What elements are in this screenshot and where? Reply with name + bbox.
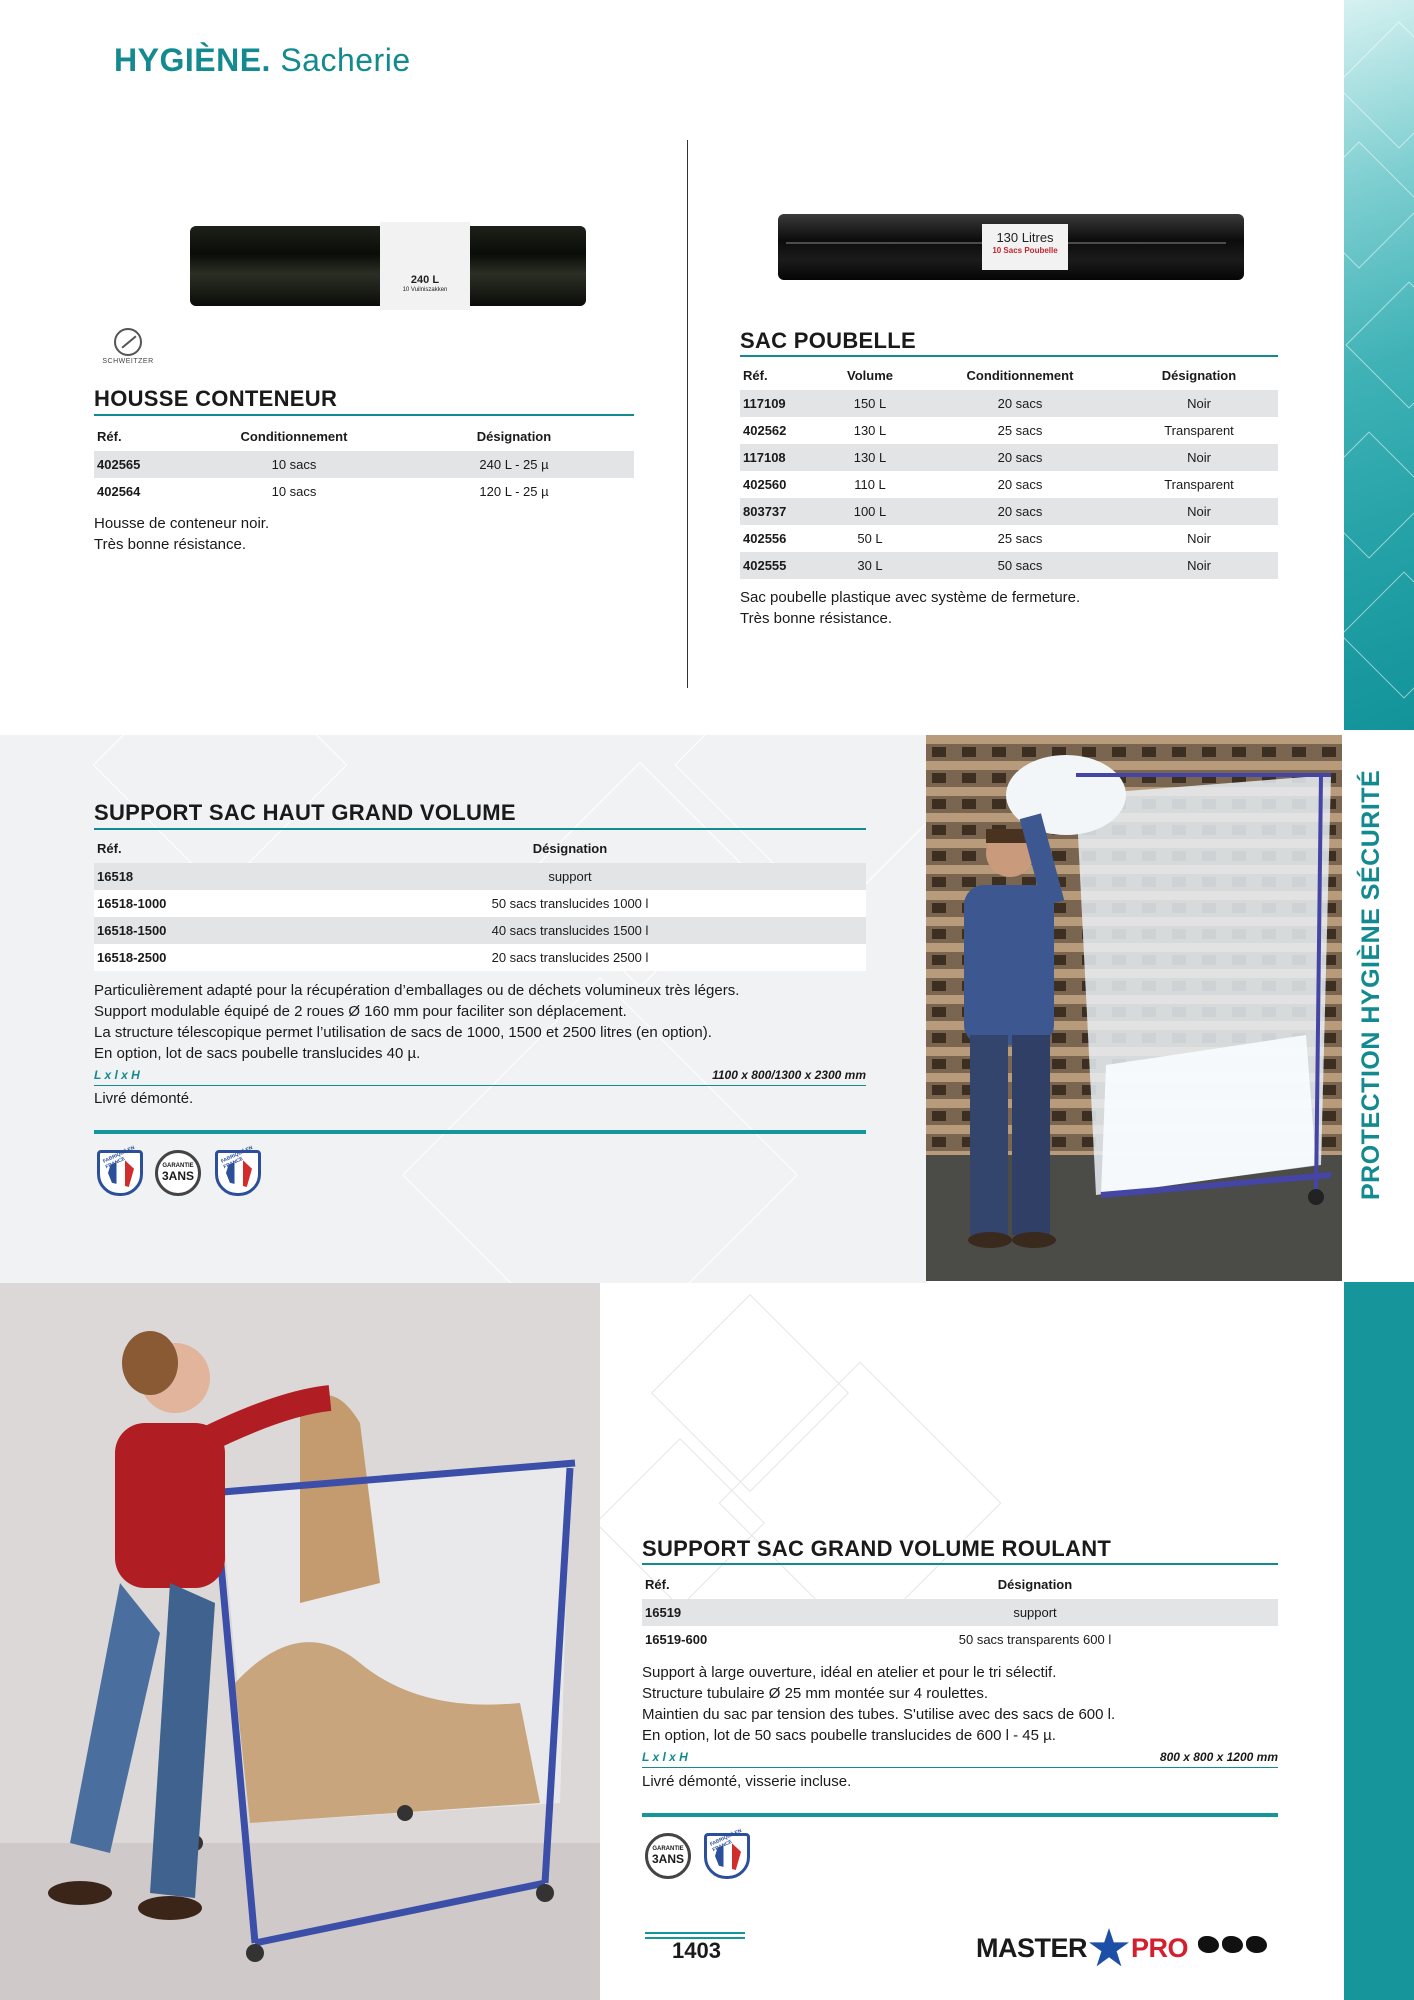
warranty-badge: GARANTIE 3ANS [155, 1150, 201, 1196]
table-row: 16518 support [94, 863, 866, 890]
dimensions-value: 800 x 800 x 1200 mm [1159, 1750, 1278, 1764]
poubelle-roll-image [778, 212, 1248, 284]
subsection-name: Sacherie [280, 42, 411, 78]
col-header-conditionnement: Conditionnement [240, 428, 348, 444]
schweitzer-logo-text: SCHWEITZER [102, 358, 154, 365]
col-header-conditionnement: Conditionnement [966, 367, 1074, 383]
support-haut-title: SUPPORT SAC HAUT GRAND VOLUME [94, 800, 516, 825]
housse-roll-sublabel: 10 Vuilniszakken [402, 287, 448, 294]
table-row: 16519 support [642, 1599, 1278, 1626]
star-icon [1089, 1928, 1129, 1968]
poubelle-table [740, 360, 1278, 579]
table-row: 402556 50 L 25 sacs Noir [740, 525, 1278, 552]
support-roulant-title: SUPPORT SAC GRAND VOLUME ROULANT [642, 1536, 1112, 1561]
brand-text-right: PRO [1131, 1932, 1189, 1963]
support-haut-title-rule [94, 828, 866, 830]
made-in-france-badge: FABRIQUÉ EN FRANCE [97, 1150, 143, 1196]
table-row: 16518-1500 40 sacs translucides 1500 l [94, 917, 866, 944]
column-divider [687, 140, 688, 688]
support-roulant-table [642, 1569, 1278, 1653]
table-row: 402565 10 sacs 240 L - 25 µ [94, 451, 634, 478]
support-roulant-dimensions [642, 1748, 1278, 1768]
table-row: 803737 100 L 20 sacs Noir [740, 498, 1278, 525]
made-in-france-badge: FABRIQUÉ EN FRANCE [704, 1833, 750, 1879]
schweitzer-logo [98, 328, 158, 365]
support-haut-dimensions [94, 1066, 866, 1086]
col-header-ref: Réf. [97, 428, 122, 444]
col-header-ref: Réf. [97, 840, 122, 856]
housse-roll-label: 240 L [410, 274, 440, 286]
housse-table [94, 421, 634, 505]
col-header-designation: Désignation [997, 1576, 1073, 1592]
poubelle-title-rule [740, 355, 1278, 357]
dimensions-value: 1100 x 800/1300 x 2300 mm [712, 1068, 866, 1082]
chapter-label: PROTECTION HYGIÈNE SÉCURITÉ [1357, 769, 1385, 1200]
table-row: 16519-600 50 sacs transparents 600 l [642, 1626, 1278, 1653]
poubelle-title: SAC POUBELLE [740, 328, 916, 353]
made-in-france-badge: FABRIQUÉ EN FRANCE [215, 1150, 261, 1196]
support-haut-photo [926, 735, 1342, 1281]
poubelle-description: Sac poubelle plastique avec système de fermeture. Très bonne résistance. [740, 589, 1081, 627]
col-header-designation: Désignation [1161, 367, 1237, 383]
col-header-designation: Désignation [476, 428, 552, 444]
support-roulant-description: Support à large ouverture, idéal en atelier et pour le tri sélectif. Structure tubulaire Ø 25 mm montée sur 4 roulettes. Maintien du sac par tension des tubes. S'utilise avec des sacs de 600 l. En option, lot de 50 sacs poubelle translucides de 600 l - 45 µ. [642, 1664, 1116, 1744]
brand-text-left: MASTER [976, 1932, 1087, 1963]
page-number: 1403 [672, 1938, 721, 1963]
col-header-designation: Désignation [532, 840, 608, 856]
support-haut-rule [94, 1130, 866, 1134]
page-title [114, 42, 411, 79]
poubelle-roll-label: 130 Litres [996, 230, 1054, 245]
poubelle-roll-sublabel: 10 Sacs Poubelle [992, 245, 1058, 255]
page-number-rule [645, 1932, 745, 1934]
support-roulant-note: Livré démonté, visserie incluse. [642, 1773, 852, 1790]
brand-blobs-icon [1198, 1936, 1267, 1953]
section-name: HYGIÈNE [114, 42, 262, 78]
table-row: 16518-1000 50 sacs translucides 1000 l [94, 890, 866, 917]
table-row: 16518-2500 20 sacs translucides 2500 l [94, 944, 866, 971]
housse-roll-image [190, 222, 590, 312]
support-roulant-title-rule [642, 1563, 1278, 1565]
housse-title-rule [94, 414, 634, 416]
side-decor-top [1344, 0, 1414, 730]
support-haut-note: Livré démonté. [94, 1090, 194, 1107]
table-row: 402555 30 L 50 sacs Noir [740, 552, 1278, 579]
title-separator: . [261, 42, 271, 78]
col-header-ref: Réf. [645, 1576, 670, 1592]
housse-title: HOUSSE CONTENEUR [94, 386, 338, 411]
col-header-ref: Réf. [743, 367, 768, 383]
table-row: 402564 10 sacs 120 L - 25 µ [94, 478, 634, 505]
dimensions-label: L x l x H [642, 1750, 688, 1764]
housse-description: Housse de conteneur noir. Très bonne résistance. [94, 515, 270, 553]
table-row: 117108 130 L 20 sacs Noir [740, 444, 1278, 471]
support-roulant-photo [0, 1283, 600, 2000]
table-row: 117109 150 L 20 sacs Noir [740, 390, 1278, 417]
masterpro-logo [976, 1923, 1188, 1973]
support-haut-table [94, 833, 866, 971]
table-row: 402560 110 L 20 sacs Transparent [740, 471, 1278, 498]
support-haut-description: Particulièrement adapté pour la récupération d’emballages ou de déchets volumineux très légers. Support modulable équipé de 2 roues Ø 160 mm pour faciliter son déplacement. La structure télescopique permet l’utilisation de sacs de 1000, 1500 et 2500 litres (en option). En option, lot de sacs poubelle translucides 40 µ. [94, 982, 740, 1062]
support-roulant-rule [642, 1813, 1278, 1817]
side-decor-bottom [1344, 1282, 1414, 2000]
warranty-badge: GARANTIE 3ANS [645, 1833, 691, 1879]
dimensions-label: L x l x H [94, 1068, 140, 1082]
table-row: 402562 130 L 25 sacs Transparent [740, 417, 1278, 444]
col-header-volume: Volume [847, 367, 893, 383]
